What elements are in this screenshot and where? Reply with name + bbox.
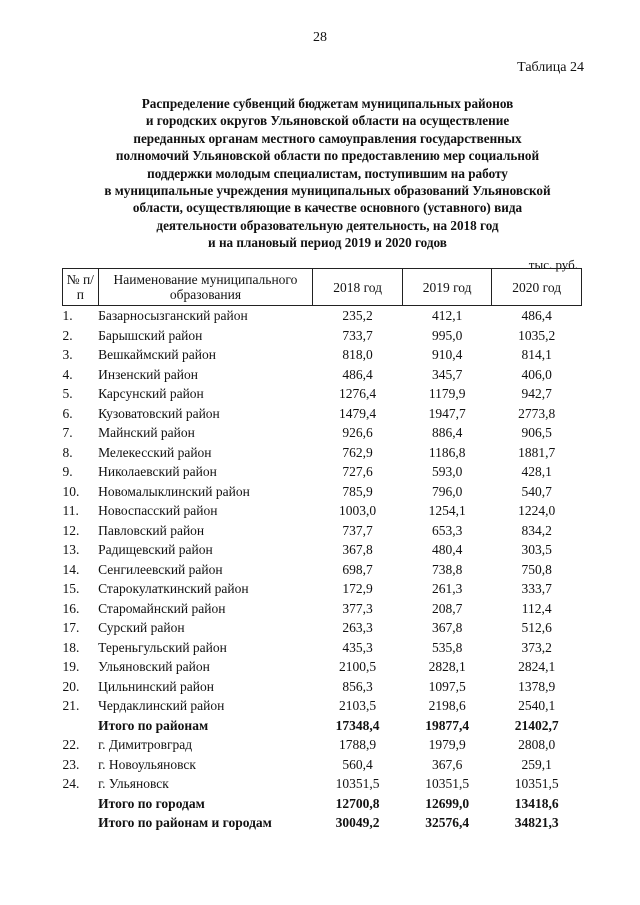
municipality-name: Радищевский район	[98, 542, 213, 557]
table-row	[63, 560, 582, 580]
municipality-name: Новомалыклинский район	[98, 483, 250, 499]
value-2018: 762,9	[342, 444, 373, 460]
row-number: 4.	[62, 366, 73, 382]
value-2018: 926,6	[342, 425, 373, 440]
value-2020: 1378,9	[518, 678, 556, 694]
row-number: 16.	[62, 600, 80, 616]
value-2018: 10351,5	[335, 776, 380, 791]
row-number: 8.	[62, 444, 73, 460]
total-row	[63, 716, 582, 736]
table-row	[63, 618, 582, 638]
value-2019: 1097,5	[428, 678, 466, 694]
value-2020: 942,7	[521, 386, 552, 401]
row-number	[63, 813, 99, 833]
municipality-name: Барышский район	[98, 327, 203, 343]
municipality-name: Ульяновский район	[98, 659, 210, 674]
value-2018: 1479,4	[339, 405, 377, 421]
municipality-name: Николаевский район	[98, 464, 217, 479]
municipality-name: Инзенский район	[98, 366, 198, 382]
header-2020: 2020 год	[492, 269, 582, 306]
table-row	[63, 482, 582, 502]
value-2020: 750,8	[521, 561, 552, 577]
row-number: 5.	[62, 386, 73, 401]
municipality-name: г. Ульяновск	[98, 776, 169, 791]
value-2019: 345,7	[431, 366, 463, 382]
value-2018: 785,9	[342, 483, 373, 499]
page-number: 28	[313, 30, 327, 45]
row-number: 11.	[62, 503, 79, 518]
row-number: 9.	[62, 464, 73, 479]
value-2019: 12699,0	[425, 795, 470, 811]
value-2019: 796,0	[431, 483, 463, 499]
value-2019: 535,8	[431, 639, 463, 655]
title-line: в муниципальные учреждения муниципальных образований Ульяновской	[104, 183, 551, 199]
value-2020: 13418,6	[514, 795, 559, 811]
value-2020: 406,0	[521, 366, 552, 382]
value-2018: 263,3	[342, 620, 373, 635]
header-2019: 2019 год	[402, 269, 492, 306]
row-number	[63, 794, 99, 814]
table-row	[63, 384, 582, 404]
value-2018: 856,3	[342, 678, 373, 694]
row-number: 14.	[62, 561, 80, 577]
value-2020: 10351,5	[514, 776, 559, 791]
value-2019: 1179,9	[428, 386, 466, 401]
value-2018: 1003,0	[339, 503, 377, 518]
table-row	[63, 501, 582, 521]
table-row	[63, 677, 582, 697]
value-2020: 814,1	[521, 347, 552, 362]
value-2020: 2808,0	[518, 737, 556, 752]
municipality-name: Павловский район	[98, 522, 205, 538]
value-2020: 906,5	[521, 425, 552, 440]
title-line: поддержки молодым специалистам, поступившим на работу	[147, 165, 508, 181]
municipality-name: Кузоватовский район	[98, 405, 220, 421]
table-row	[63, 657, 582, 677]
municipality-name: Старомайнский район	[98, 600, 226, 616]
title-line: и на плановый период 2019 и 2020 годов	[208, 235, 447, 251]
value-2020: 428,1	[521, 464, 552, 479]
value-2019: 886,4	[431, 425, 463, 440]
municipality-name: Карсунский район	[98, 386, 204, 401]
value-2020: 540,7	[521, 483, 552, 499]
value-2018: 1276,4	[339, 386, 377, 401]
value-2020: 1035,2	[518, 327, 556, 343]
value-2019: 2198,6	[428, 698, 466, 713]
municipality-name: Чердаклинский район	[98, 698, 225, 713]
value-2020: 2540,1	[518, 698, 556, 713]
value-2019: 32576,4	[425, 815, 470, 830]
value-2019: 995,0	[431, 327, 463, 343]
table-body	[63, 306, 582, 833]
table-label: Таблица 24	[517, 60, 584, 75]
municipality-name: г. Новоульяновск	[98, 756, 196, 772]
value-2020: 512,6	[521, 620, 552, 635]
title-line: деятельности образовательную деятельность, на 2018 год	[156, 217, 499, 233]
municipality-name: Сурский район	[98, 620, 185, 635]
header-2018: 2018 год	[313, 269, 403, 306]
value-2018: 733,7	[342, 327, 373, 343]
value-2018: 560,4	[342, 756, 373, 772]
value-2019: 1979,9	[428, 737, 466, 752]
table-row	[63, 462, 582, 482]
value-2019: 910,4	[431, 347, 463, 362]
municipality-name: г. Димитровград	[98, 737, 193, 752]
table-row	[63, 306, 582, 326]
value-2018: 818,0	[342, 347, 373, 362]
row-number: 23.	[62, 756, 80, 772]
value-2020: 259,1	[521, 756, 552, 772]
value-2018: 435,3	[342, 639, 373, 655]
value-2019: 412,1	[431, 308, 463, 323]
title-line: и городских округов Ульяновской области на осуществление	[145, 113, 510, 129]
municipality-name: Майнский район	[98, 425, 195, 440]
value-2018: 737,7	[342, 522, 373, 538]
row-number: 1.	[62, 308, 73, 323]
row-number: 2.	[62, 327, 73, 343]
value-2020: 112,4	[521, 600, 552, 616]
value-2020: 834,2	[521, 522, 552, 538]
header-name: Наименование муниципального образования	[98, 269, 313, 306]
table-row	[63, 735, 582, 755]
row-number: 13.	[62, 542, 80, 557]
table-header-row	[63, 269, 582, 306]
row-number: 17.	[62, 620, 80, 635]
table-row	[63, 326, 582, 346]
row-number: 6.	[62, 405, 73, 421]
value-2019: 19877,4	[425, 717, 470, 733]
value-2019: 480,4	[431, 542, 463, 557]
table-row	[63, 755, 582, 775]
value-2020: 21402,7	[514, 717, 559, 733]
municipality-name: Итого по районам	[98, 717, 209, 733]
value-2020: 1881,7	[518, 444, 556, 460]
total-row	[63, 813, 582, 833]
value-2020: 373,2	[521, 639, 552, 655]
table-row	[63, 423, 582, 443]
value-2018: 17348,4	[335, 717, 380, 733]
municipality-name: Базарносызганский район	[98, 308, 248, 323]
total-row	[63, 794, 582, 814]
value-2018: 235,2	[342, 308, 373, 323]
row-number: 18.	[62, 639, 80, 655]
table-row	[63, 638, 582, 658]
value-2019: 653,3	[431, 522, 463, 538]
value-2019: 1947,7	[428, 405, 466, 421]
row-number: 7.	[62, 425, 73, 440]
table-row	[63, 443, 582, 463]
row-number	[63, 716, 99, 736]
value-2018: 12700,8	[335, 795, 380, 811]
header-num: № п/п	[63, 269, 99, 306]
value-2018: 2100,5	[339, 659, 377, 674]
value-2020: 34821,3	[514, 815, 559, 830]
title-line: переданных органам местного самоуправления государственных	[133, 130, 522, 146]
value-2020: 2824,1	[518, 659, 556, 674]
row-number: 21.	[62, 698, 80, 713]
value-2020: 333,7	[521, 581, 552, 596]
row-number: 15.	[62, 581, 80, 596]
table-row	[63, 365, 582, 385]
value-2019: 2828,1	[428, 659, 466, 674]
title-line: Распределение субвенций бюджетам муниципальных районов	[141, 96, 514, 111]
table-row	[63, 599, 582, 619]
municipality-name: Новоспасский район	[98, 503, 218, 518]
value-2019: 367,6	[431, 756, 463, 772]
table-row	[63, 579, 582, 599]
value-2019: 593,0	[431, 464, 463, 479]
value-2018: 486,4	[342, 366, 373, 382]
value-2019: 1254,1	[428, 503, 466, 518]
municipality-name: Сенгилеевский район	[98, 561, 223, 577]
row-number: 22.	[62, 737, 80, 752]
table-row	[63, 540, 582, 560]
table-row	[63, 521, 582, 541]
value-2019: 738,8	[431, 561, 463, 577]
value-2018: 172,9	[342, 581, 373, 596]
row-number: 10.	[62, 483, 80, 499]
value-2018: 727,6	[342, 464, 373, 479]
municipality-name: Тереньгульский район	[98, 639, 227, 655]
municipality-name: Вешкаймский район	[98, 347, 216, 362]
value-2018: 367,8	[342, 542, 373, 557]
title-line: полномочий Ульяновской области по предоставлению мер социальной	[115, 148, 540, 164]
municipality-name: Итого по районам и городам	[98, 815, 272, 830]
row-number: 24.	[62, 776, 80, 791]
table-row	[63, 345, 582, 365]
row-number: 19.	[62, 659, 80, 674]
row-number: 20.	[62, 678, 80, 694]
unit-label: тыс. руб.	[528, 257, 578, 272]
value-2020: 1224,0	[518, 503, 556, 518]
value-2020: 486,4	[521, 308, 552, 323]
value-2018: 698,7	[342, 561, 373, 577]
value-2018: 1788,9	[339, 737, 377, 752]
value-2019: 261,3	[431, 581, 463, 596]
row-number: 3.	[62, 347, 73, 362]
value-2019: 208,7	[431, 600, 463, 616]
table-row	[63, 404, 582, 424]
title-line: области, осуществляющие в качестве основного (уставного) вида	[132, 200, 523, 216]
table-row	[63, 774, 582, 794]
row-number: 12.	[62, 522, 80, 538]
municipality-name: Старокулаткинский район	[98, 581, 249, 596]
subsidy-table	[62, 268, 582, 833]
value-2018: 30049,2	[335, 815, 380, 830]
table-row	[63, 696, 582, 716]
value-2020: 303,5	[521, 542, 552, 557]
value-2018: 2103,5	[339, 698, 377, 713]
value-2019: 1186,8	[428, 444, 466, 460]
municipality-name: Цильнинский район	[98, 678, 214, 694]
municipality-name: Мелекесский район	[98, 444, 212, 460]
document-title	[60, 95, 595, 252]
value-2019: 10351,5	[425, 776, 470, 791]
value-2019: 367,8	[431, 620, 463, 635]
municipality-name: Итого по городам	[98, 795, 205, 811]
value-2020: 2773,8	[518, 405, 556, 421]
value-2018: 377,3	[342, 600, 373, 616]
